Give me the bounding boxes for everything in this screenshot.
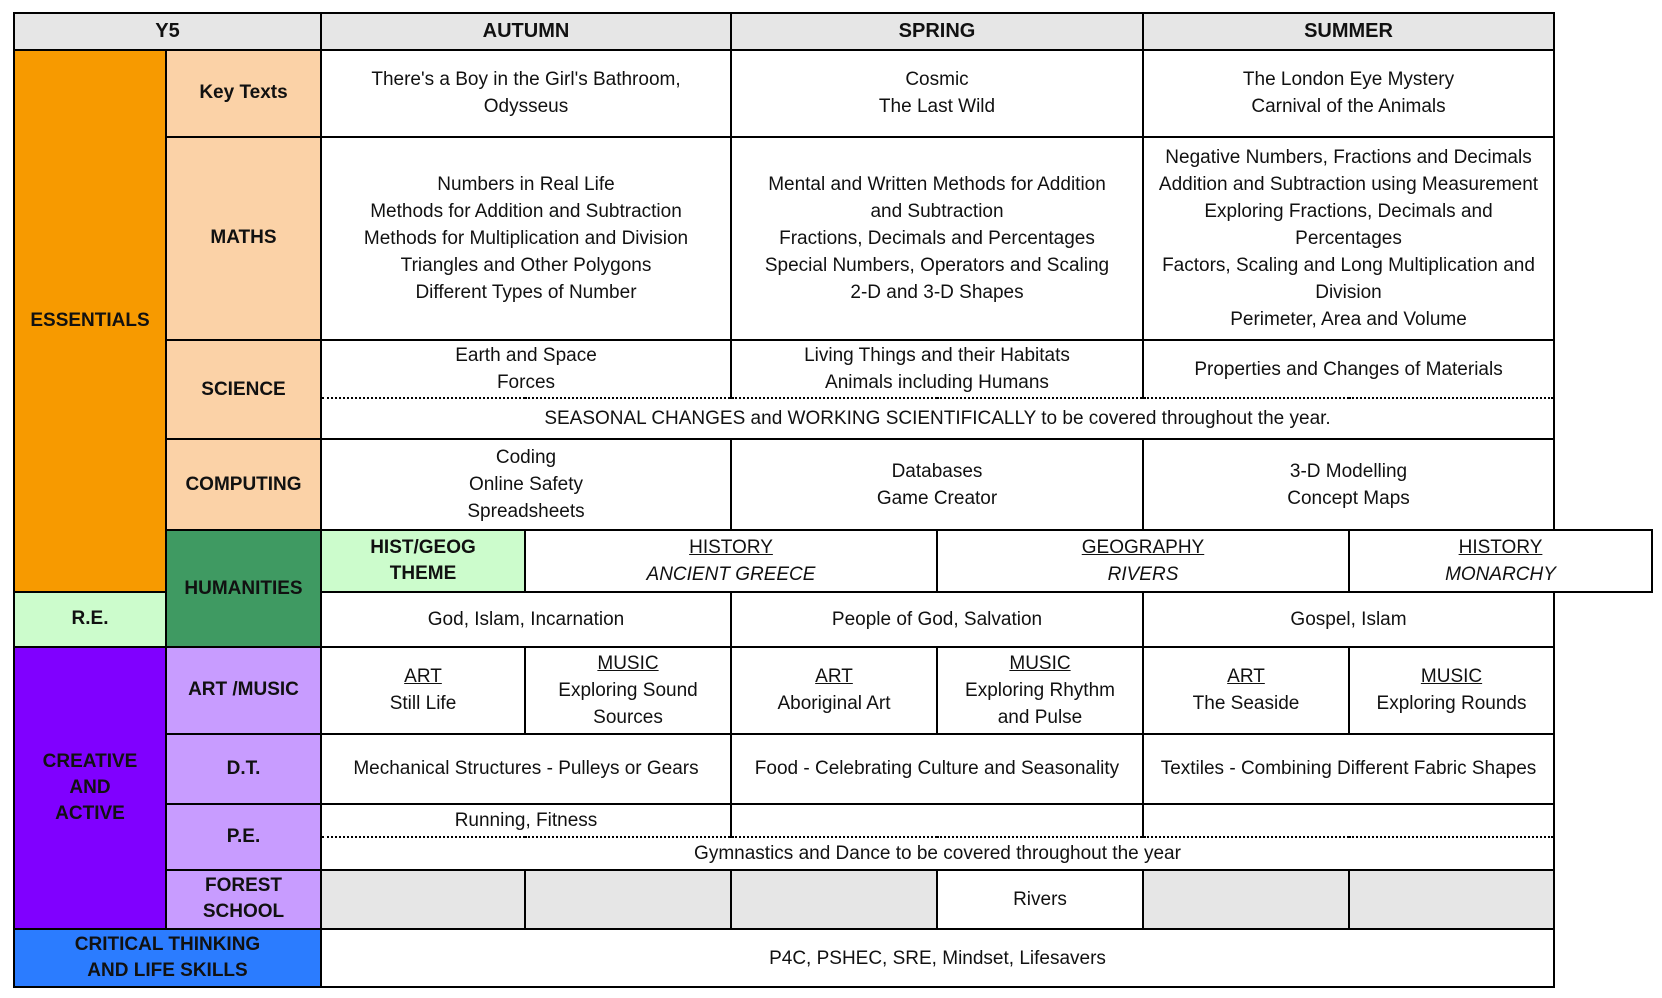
spring-header: SPRING bbox=[731, 13, 1143, 50]
text-line: Animals including Humans bbox=[825, 372, 1049, 394]
text-line: Forces bbox=[496, 372, 556, 394]
maths-summer bbox=[1143, 137, 1554, 341]
forest-summer-a bbox=[1143, 870, 1349, 930]
subject-key-texts: Key Texts bbox=[166, 50, 321, 136]
text-line: 2-D and 3-D Shapes bbox=[850, 281, 1024, 303]
key-texts-summer bbox=[1143, 50, 1554, 136]
text-line: Factors, Scaling and Long Multiplication and bbox=[1162, 254, 1535, 276]
computing-spring bbox=[731, 439, 1143, 530]
subject-maths: MATHS bbox=[166, 137, 321, 341]
pe-spring bbox=[731, 804, 1143, 837]
text-line: Special Numbers, Operators and Scaling bbox=[764, 254, 1110, 276]
art-autumn bbox=[321, 647, 525, 733]
text-line: Online Safety bbox=[468, 474, 584, 496]
forest-autumn-a bbox=[321, 870, 525, 930]
forest-autumn-b bbox=[525, 870, 731, 930]
dt-autumn: Mechanical Structures - Pulleys or Gears bbox=[321, 734, 731, 804]
art-title: ART bbox=[404, 666, 442, 688]
theme-title: HISTORY bbox=[689, 536, 773, 558]
text-line: Spreadsheets bbox=[467, 501, 585, 523]
theme-title: GEOGRAPHY bbox=[1081, 536, 1205, 558]
subject-re: R.E. bbox=[14, 592, 166, 648]
text-line: AND bbox=[69, 777, 111, 799]
subject-computing: COMPUTING bbox=[166, 439, 321, 530]
pe-autumn: Running, Fitness bbox=[321, 804, 731, 837]
text-line: CREATIVE bbox=[42, 751, 138, 773]
music-summer bbox=[1349, 647, 1554, 733]
music-title: MUSIC bbox=[1009, 652, 1071, 674]
text-line: Exploring Rounds bbox=[1376, 693, 1527, 715]
text-line: Concept Maps bbox=[1287, 487, 1410, 509]
text-line: Odysseus bbox=[483, 96, 569, 118]
subject-art-music: ART /MUSIC bbox=[166, 647, 321, 733]
re-spring: People of God, Salvation bbox=[731, 592, 1143, 648]
text-line: The Seaside bbox=[1192, 693, 1300, 715]
text-line: Numbers in Real Life bbox=[437, 173, 615, 195]
text-line: 3-D Modelling bbox=[1289, 460, 1408, 482]
text-line: Exploring Fractions, Decimals and bbox=[1204, 200, 1493, 222]
critical-thinking-content: P4C, PSHEC, SRE, Mindset, Lifesavers bbox=[321, 929, 1554, 987]
forest-spring-b: Rivers bbox=[937, 870, 1143, 930]
key-texts-spring bbox=[731, 50, 1143, 136]
maths-autumn bbox=[321, 137, 731, 341]
text-line: and Pulse bbox=[997, 706, 1083, 728]
curriculum-table bbox=[13, 12, 1653, 988]
text-line: The Last Wild bbox=[878, 96, 996, 118]
key-texts-autumn bbox=[321, 50, 731, 136]
text-line: Negative Numbers, Fractions and Decimals bbox=[1165, 146, 1532, 168]
text-line: Still Life bbox=[389, 693, 457, 715]
autumn-header: AUTUMN bbox=[321, 13, 731, 50]
text-line: Carnival of the Animals bbox=[1251, 96, 1446, 118]
theme-topic: RIVERS bbox=[1107, 563, 1179, 585]
theme-topic: MONARCHY bbox=[1445, 563, 1556, 585]
subject-dt: D.T. bbox=[166, 734, 321, 804]
year-header: Y5 bbox=[14, 13, 321, 50]
music-title: MUSIC bbox=[1420, 666, 1483, 688]
text-line: There's a Boy in the Girl's Bathroom, bbox=[371, 69, 681, 91]
subject-hist-geog bbox=[321, 530, 525, 592]
category-critical-thinking bbox=[14, 929, 321, 987]
art-spring bbox=[731, 647, 937, 733]
text-line: Game Creator bbox=[876, 487, 998, 509]
text-line: THEME bbox=[389, 562, 457, 584]
text-line: ACTIVE bbox=[55, 803, 125, 825]
text-line: Exploring Rhythm bbox=[965, 679, 1115, 701]
dt-spring: Food - Celebrating Culture and Seasonality bbox=[731, 734, 1143, 804]
subject-science: SCIENCE bbox=[166, 340, 321, 439]
hist-geog-summer bbox=[1349, 530, 1652, 592]
science-note: SEASONAL CHANGES and WORKING SCIENTIFICALLY to be covered throughout the year. bbox=[321, 398, 1554, 439]
text-line: Methods for Multiplication and Division bbox=[363, 227, 689, 249]
text-line: Different Types of Number bbox=[415, 281, 637, 303]
theme-title: HISTORY bbox=[1458, 536, 1543, 558]
music-title: MUSIC bbox=[597, 652, 659, 674]
text-line: Properties and Changes of Materials bbox=[1194, 358, 1503, 380]
text-line: Databases bbox=[891, 460, 983, 482]
text-line: Aboriginal Art bbox=[777, 693, 891, 715]
text-line: The London Eye Mystery bbox=[1242, 69, 1455, 91]
text-line: CRITICAL THINKING bbox=[74, 934, 261, 956]
text-line: and Subtraction bbox=[870, 200, 1004, 222]
art-summer bbox=[1143, 647, 1349, 733]
text-line: Addition and Subtraction using Measurement bbox=[1158, 173, 1539, 195]
category-humanities: HUMANITIES bbox=[166, 530, 321, 647]
text-line: SCHOOL bbox=[202, 901, 285, 923]
text-line: Living Things and their Habitats bbox=[804, 345, 1070, 367]
forest-spring-a bbox=[731, 870, 937, 930]
text-line: FOREST bbox=[204, 875, 283, 897]
science-spring bbox=[731, 340, 1143, 398]
maths-spring bbox=[731, 137, 1143, 341]
text-line: Coding bbox=[495, 447, 557, 469]
text-line: Fractions, Decimals and Percentages bbox=[779, 227, 1095, 249]
text-line: Cosmic bbox=[905, 69, 969, 91]
text-line: HIST/GEOG bbox=[370, 536, 476, 558]
science-summer bbox=[1143, 340, 1554, 398]
hist-geog-spring bbox=[937, 530, 1349, 592]
category-creative bbox=[14, 647, 166, 929]
pe-summer bbox=[1143, 804, 1554, 837]
re-autumn: God, Islam, Incarnation bbox=[321, 592, 731, 648]
hist-geog-autumn bbox=[525, 530, 937, 592]
music-autumn bbox=[525, 647, 731, 733]
computing-autumn bbox=[321, 439, 731, 530]
theme-topic: ANCIENT GREECE bbox=[646, 563, 816, 585]
text-line: Mental and Written Methods for Addition bbox=[768, 173, 1106, 195]
category-essentials: ESSENTIALS bbox=[14, 50, 166, 592]
pe-note: Gymnastics and Dance to be covered throughout the year bbox=[321, 837, 1554, 870]
summer-header: SUMMER bbox=[1143, 13, 1554, 50]
music-spring bbox=[937, 647, 1143, 733]
text-line: Division bbox=[1315, 281, 1382, 303]
art-title: ART bbox=[815, 666, 853, 688]
text-line: Perimeter, Area and Volume bbox=[1230, 308, 1467, 330]
dt-summer: Textiles - Combining Different Fabric Shapes bbox=[1143, 734, 1554, 804]
re-summer: Gospel, Islam bbox=[1143, 592, 1554, 648]
subject-pe: P.E. bbox=[166, 804, 321, 870]
art-title: ART bbox=[1227, 666, 1265, 688]
subject-forest-school bbox=[166, 870, 321, 930]
text-line: Exploring Sound bbox=[558, 679, 698, 701]
text-line: Triangles and Other Polygons bbox=[400, 254, 652, 276]
computing-summer bbox=[1143, 439, 1554, 530]
text-line: AND LIFE SKILLS bbox=[87, 960, 248, 982]
text-line: Methods for Addition and Subtraction bbox=[370, 200, 682, 222]
forest-summer-b bbox=[1349, 870, 1554, 930]
text-line: Sources bbox=[593, 706, 663, 728]
text-line: Percentages bbox=[1295, 227, 1402, 249]
science-autumn bbox=[321, 340, 731, 398]
text-line: Earth and Space bbox=[455, 345, 597, 367]
